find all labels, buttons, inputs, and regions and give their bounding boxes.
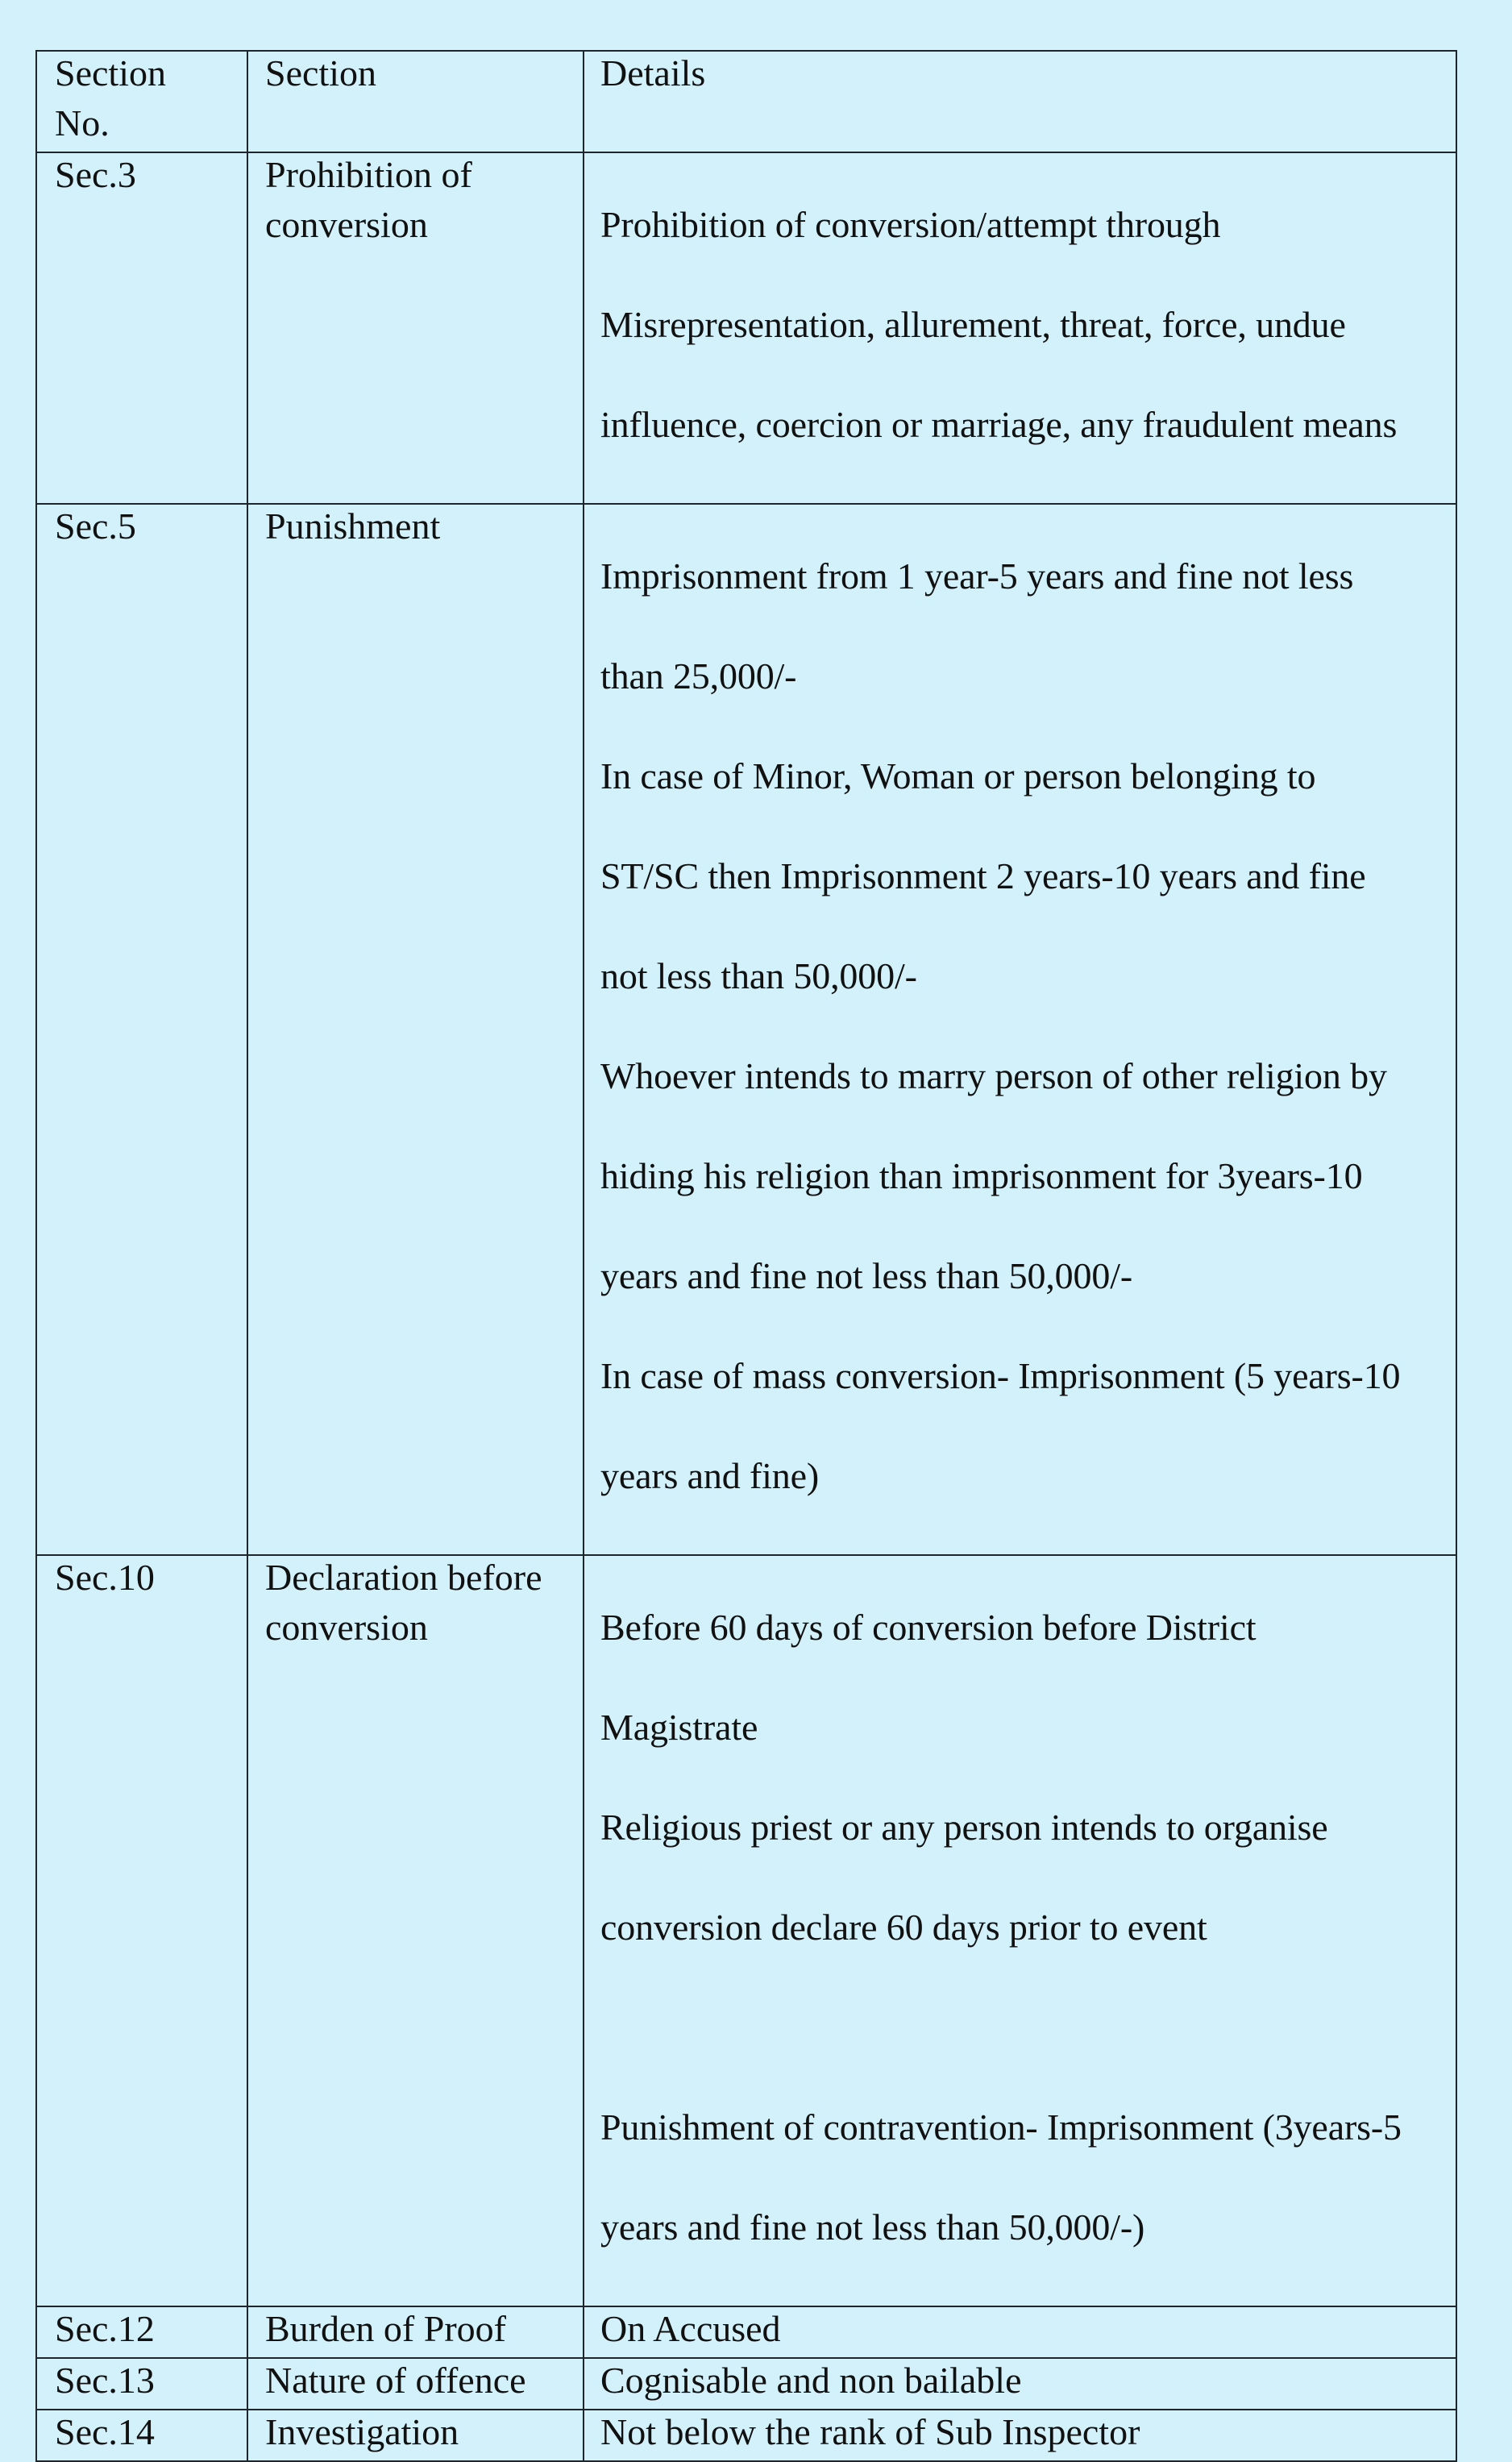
table-row — [36, 2306, 1456, 2358]
section-title-text: Nature of offence — [265, 2360, 526, 2401]
details-line: years and fine not less than 50,000/-) — [600, 2206, 1145, 2248]
cell-details — [584, 1555, 1456, 2306]
details-text — [600, 1555, 1451, 2302]
details-line: Prohibition of conversion/attempt through — [600, 204, 1221, 245]
cell-section — [247, 2306, 584, 2358]
details-line: Before 60 days of conversion before District — [600, 1607, 1257, 1648]
cell-section — [247, 1555, 584, 2306]
details-line: conversion declare 60 days prior to event — [600, 1907, 1207, 1948]
details-line: In case of mass conversion- Imprisonment (5 years-10 — [600, 1355, 1401, 1396]
table-row — [36, 2358, 1456, 2410]
section-no-text: Sec.13 — [55, 2360, 155, 2401]
details-line: years and fine not less than 50,000/- — [600, 1255, 1133, 1296]
cell-details — [584, 2358, 1456, 2410]
cell-details — [584, 504, 1456, 1555]
details-text — [600, 152, 1451, 500]
section-no-text: Sec.10 — [55, 1557, 155, 1598]
details-line: not less than 50,000/- — [600, 955, 917, 996]
cell-section — [247, 504, 584, 1555]
details-line: Whoever intends to marry person of other religion by — [600, 1055, 1387, 1096]
section-title-text: Punishment — [265, 505, 441, 547]
details-line: Imprisonment from 1 year-5 years and fine not less — [600, 555, 1354, 597]
header-cell-section-no — [36, 51, 247, 152]
table-row — [36, 152, 1456, 504]
sections-table — [35, 50, 1457, 2462]
details-line: Misrepresentation, allurement, threat, force, undue — [600, 304, 1346, 345]
details-line: On Accused — [600, 2308, 781, 2349]
table-row — [36, 504, 1456, 1555]
cell-section-no — [36, 2410, 247, 2461]
cell-section — [247, 2358, 584, 2410]
details-line: Not below the rank of Sub Inspector — [600, 2411, 1140, 2452]
details-line: influence, coercion or marriage, any fraudulent means — [600, 404, 1398, 445]
details-text — [600, 504, 1451, 1551]
details-line: Punishment of contravention- Imprisonment (3years-5 — [600, 2106, 1402, 2148]
cell-section-no — [36, 504, 247, 1555]
details-line: Religious priest or any person intends to organise — [600, 1807, 1328, 1848]
cell-details — [584, 152, 1456, 504]
section-title-text: Investigation — [265, 2411, 459, 2452]
table-header-row — [36, 51, 1456, 152]
details-line: ST/SC then Imprisonment 2 years-10 years and fine — [600, 855, 1366, 896]
details-line: Cognisable and non bailable — [600, 2360, 1022, 2401]
section-no-text: Sec.12 — [55, 2308, 155, 2349]
details-line: than 25,000/- — [600, 655, 797, 697]
cell-section-no — [36, 2358, 247, 2410]
table-row — [36, 1555, 1456, 2306]
header-section-no-label: Section No. — [55, 52, 166, 143]
cell-section-no — [36, 2306, 247, 2358]
header-details-label: Details — [600, 52, 706, 94]
details-line: In case of Minor, Woman or person belonging to — [600, 755, 1316, 796]
header-cell-section — [247, 51, 584, 152]
section-no-text: Sec.3 — [55, 154, 136, 195]
cell-section-no — [36, 1555, 247, 2306]
cell-details — [584, 2410, 1456, 2461]
section-no-text: Sec.14 — [55, 2411, 155, 2452]
table-row — [36, 2410, 1456, 2461]
details-line: years and fine) — [600, 1455, 820, 1496]
header-cell-details — [584, 51, 1456, 152]
cell-details — [584, 2306, 1456, 2358]
cell-section — [247, 2410, 584, 2461]
header-section-label: Section — [265, 52, 376, 94]
section-title-text: Prohibition of conversion — [265, 154, 472, 245]
section-no-text: Sec.5 — [55, 505, 136, 547]
cell-section — [247, 152, 584, 504]
details-line: Magistrate — [600, 1707, 758, 1748]
section-title-text: Declaration before conversion — [265, 1557, 542, 1648]
section-title-text: Burden of Proof — [265, 2308, 506, 2349]
details-blank-line — [600, 2002, 1451, 2052]
cell-section-no — [36, 152, 247, 504]
details-line: hiding his religion than imprisonment for 3years-10 — [600, 1155, 1363, 1196]
